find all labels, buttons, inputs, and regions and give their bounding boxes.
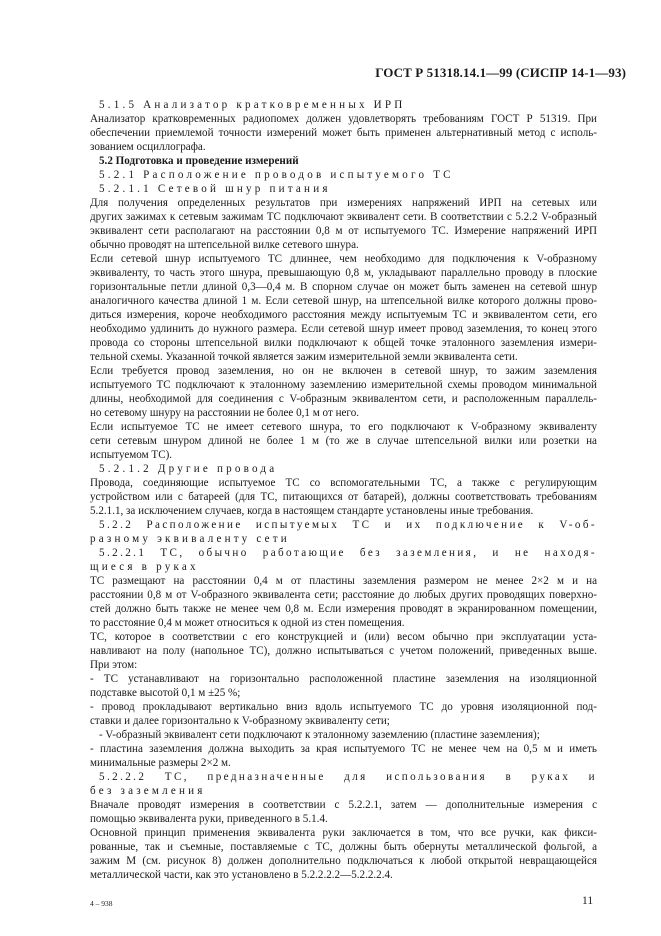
text-line: зованием осциллографа. <box>90 141 206 153</box>
text-line: обеспечении приемлемой точности измерений может быть применен альтернативный метод с исполь- <box>90 127 597 139</box>
text-line: зажим М (см. рисунок 8) должен дополнительно подключаться к любой открытой невращающейся <box>90 855 597 867</box>
list-item: - V-образный эквивалент сети подключают к эталонному заземлению (пластине заземления); <box>99 729 540 741</box>
text-line: провода со стороны штепсельной вилки подключают к общей точке эталонного заземления измери- <box>90 337 597 349</box>
text-line: горизонтальные петли длиной 0,3—0,4 м. В спорном случае он может быть заменен на сетевой шнур <box>90 281 597 293</box>
text-line: расстоянии 0,8 м от V-образного эквивалента сети; расстояние до любых других проводящих поверхно- <box>90 589 597 601</box>
section-heading: разному эквиваленту сети <box>90 533 290 545</box>
text-line: Вначале проводят измерения в соответствии с 5.2.2.1, затем — дополнительные измерения с <box>90 799 597 811</box>
text-line: испытуемом ТС). <box>90 449 173 461</box>
text-line: Основной принцип применения эквивалента руки заключается в том, что все ручки, как фикси- <box>90 827 597 839</box>
text-line: минимальные размеры 2×2 м. <box>90 757 231 769</box>
section-heading: 5.2.2.1 ТС, обычно работающие без заземления, и не находя- <box>99 547 597 559</box>
footer-code: 4 – 938 <box>90 899 113 908</box>
text-line: При этом: <box>90 659 138 671</box>
text-line: испытуемого ТС подключают к эталонному заземлению измерительной схемы проводом минимальной <box>90 379 597 391</box>
section-heading: 5.2.1.1 Сетевой шнур питания <box>99 183 331 195</box>
text-line: помощью эквивалента руки, приведенного в 5.1.4. <box>90 813 328 825</box>
text-line: Для получения определенных результатов при измерениях напряжений ИРП на сетевых или <box>90 197 597 209</box>
text-line: тельной схемы. Указанной точкой является зажим измерительной земли эквивалента сети. <box>90 351 518 363</box>
text-line: аналогичного качества длиной 1 м. Если сетевой шнур, на штепсельной вилке которого должны прово- <box>90 295 597 307</box>
text-line: стей должно быть также не менее чем 0,8 м. Если измерения проводят в экранированном помещении, <box>90 603 597 615</box>
list-item: - ТС устанавливают на горизонтально расположенной пластине заземления на изоляционной <box>90 673 597 685</box>
text-line: то расстояние 0,4 м может относиться к одной из стен помещения. <box>90 617 405 629</box>
document-header: ГОСТ Р 51318.14.1—99 (СИСПР 14-1—93) <box>375 65 626 80</box>
section-heading: без заземления <box>90 785 206 797</box>
section-heading: 5.2.2.2 ТС, предназначенные для использования в руках и <box>99 771 597 783</box>
section-heading: 5.2.2 Расположение испытуемых ТС и их подключение к V-об- <box>99 519 597 531</box>
text-line: навливают на полу (напольное ТС), должно испытываться с учетом положений, приведенных выше. <box>90 645 597 657</box>
page-number: 11 <box>582 895 594 907</box>
text-line: других зажимах к сетевым зажимам ТС подключают эквивалент сети. В соответствии с 5.2.2 V-образный <box>90 211 597 223</box>
section-heading: 5.2.1.2 Другие провода <box>99 463 278 475</box>
section-heading: щиеся в руках <box>90 561 199 573</box>
text-line: Если сетевой шнур испытуемого ТС длиннее, чем необходимо для подключения к V-образному <box>90 253 597 265</box>
list-item: - пластина заземления должна выходить за края испытуемого ТС не менее чем на 0,5 м и иметь <box>90 743 597 755</box>
text-line: но сетевому шнуру на расстоянии не более 0,1 м от него. <box>90 407 360 419</box>
text-line: устройством или с батареей (для ТС, питающихся от батарей), должны соответствовать требованиям <box>90 491 597 503</box>
text-line: ТС, которое в соответствии с его конструкцией и (или) весом обычно при эксплуатации уста- <box>90 631 597 643</box>
text-line: длины, необходимой для соединения с V-образным эквивалентом сети, и расположенным параллель- <box>90 393 597 405</box>
section-heading: 5.2.1 Расположение проводов испытуемого ТС <box>99 169 454 181</box>
text-line: ТС размещают на расстоянии 0,4 м от пластины заземления размером не менее 2×2 м и на <box>90 575 597 587</box>
list-item: - провод прокладывают вертикально вниз вдоль испытуемого ТС до уровня изоляционной под- <box>90 701 597 713</box>
text-line: эквиваленту, то часть этого шнура, превышающую 0,8 м, укладывают параллельно проводу в плоские <box>90 267 597 279</box>
text-line: подставке высотой 0,1 м ±25 %; <box>90 687 241 699</box>
text-line: Если требуется провод заземления, но он не включен в сетевой шнур, то зажим заземления <box>90 365 597 377</box>
text-line: диться измерения, короче необходимого расстояния между испытуемым ТС и эквивалентом сети, его <box>90 309 597 321</box>
text-line: ставки и далее горизонтально к V-образному эквиваленту сети; <box>90 715 390 727</box>
text-line: сети сетевым шнуром длиной не более 1 м (то же в случае штепсельной вилки или розетки на <box>90 435 597 447</box>
section-heading: 5.1.5 Анализатор кратковременных ИРП <box>99 99 406 111</box>
text-line: Анализатор кратковременных радиопомех должен удовлетворять требованиям ГОСТ Р 51319. При <box>90 113 597 125</box>
text-line: обычно проводят на штепсельной вилке сетевого шнура. <box>90 239 359 251</box>
text-line: металлической части, как это установлено в 5.2.2.2.2—5.2.2.2.4. <box>90 869 393 881</box>
text-line: 5.2.1.1, за исключением случаев, когда в настоящем стандарте установлены иные требования. <box>90 505 534 517</box>
text-line: Если испытуемое ТС не имеет сетевого шнура, то его подключают к V-образному эквиваленту <box>90 421 597 433</box>
text-line: Провода, соединяющие испытуемое ТС со вспомогательными ТС, а также с регулирующим <box>90 477 597 489</box>
text-line: рованные, так и съемные, поставляемые с ТС, должны быть обернуты металлической фольгой, а <box>90 841 597 853</box>
section-heading: 5.2 Подготовка и проведение измерений <box>99 155 299 167</box>
text-line: необходимо удлинить до нужного размера. Если сетевой шнур имеет провод заземления, то конец этого <box>90 323 597 335</box>
text-line: эквивалент сети располагают на расстоянии 0,8 м от испытуемого ТС. Измерение напряжений ИРП <box>90 225 597 237</box>
